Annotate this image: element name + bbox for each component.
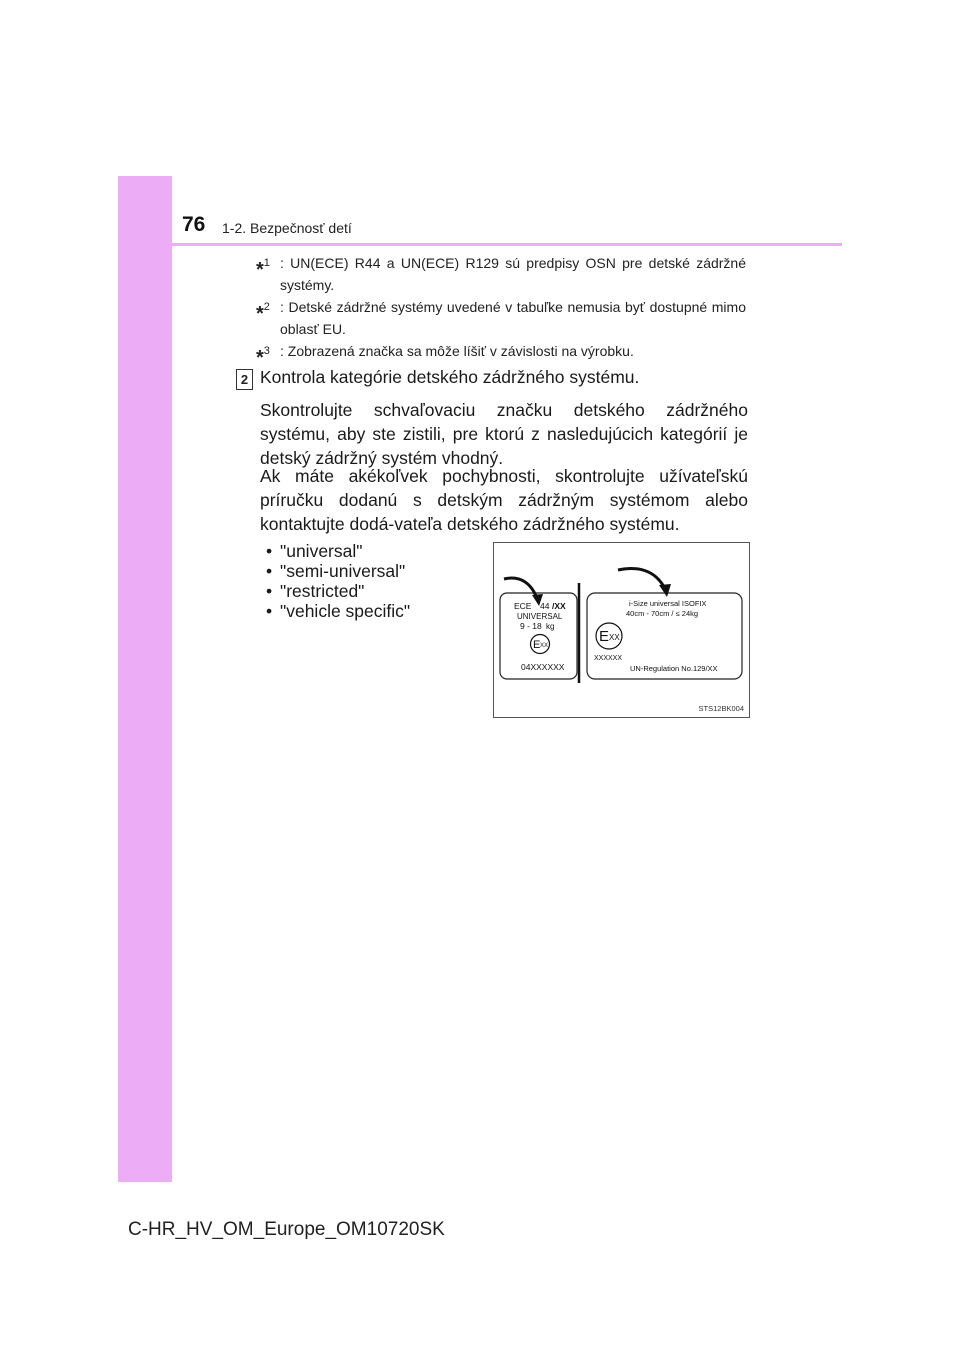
- r129-title: i-Size universal ISOFIX: [629, 599, 707, 608]
- header-divider: [172, 243, 842, 246]
- right-arrow-icon: [618, 569, 666, 591]
- footnote-1: [256, 252, 746, 296]
- r129-approval: XXXXXX: [594, 655, 623, 662]
- footnote-marker: *$^3$: [256, 345, 270, 369]
- chapter-sidebar-tab: [118, 176, 172, 1182]
- footnote-marker: *$^1$: [256, 257, 270, 281]
- footnote-text: : Detské zádržné systémy uvedené v tabuľke nemusia byť dostupné mimo oblasť EU.: [280, 299, 746, 337]
- r44-weight-unit: kg: [546, 622, 555, 631]
- step-heading: Kontrola kategórie detského zádržného systému.: [260, 367, 640, 387]
- r129-regulation: UN-Regulation No.129/XX: [630, 664, 718, 673]
- r44-e-mark: E: [533, 639, 541, 651]
- page-number: 76: [182, 213, 206, 236]
- r129-e-mark: E: [599, 628, 610, 645]
- r44-category: UNIVERSAL: [517, 612, 563, 621]
- r44-weight: 9 - 18: [520, 621, 542, 631]
- r44-ece: ECE: [514, 601, 532, 611]
- footnote-2: [256, 296, 746, 340]
- r44-approval: 04XXXXXX: [521, 662, 565, 672]
- list-item: • "restricted": [266, 581, 365, 601]
- step-number-box: 2: [236, 369, 253, 390]
- r44-e-mark-sub: XX: [540, 643, 549, 649]
- list-item: • "semi-universal": [266, 561, 406, 581]
- r44-reg: 44: [540, 601, 550, 611]
- category-list: [266, 541, 410, 621]
- footnote-text: : UN(ECE) R44 a UN(ECE) R129 sú predpisy OSN pre detské zádržné systémy.: [280, 255, 746, 293]
- footnote-marker: *$^2$: [256, 301, 270, 325]
- footnote-text: : Zobrazená značka sa môže líšiť v závislosti na výrobku.: [280, 343, 634, 359]
- r129-e-mark-sub: XX: [609, 633, 620, 642]
- list-item: • "vehicle specific": [266, 601, 411, 621]
- section-title: 1-2. Bezpečnosť detí: [222, 220, 352, 236]
- r44-suffix: /XX: [552, 601, 566, 611]
- approval-labels-illustration: [494, 543, 749, 717]
- figure-code: STS12BK004: [698, 704, 744, 713]
- footnote-3: [256, 340, 746, 369]
- approval-label-figure: [493, 542, 750, 718]
- document-id-footer: C-HR_HV_OM_Europe_OM10720SK: [128, 1219, 445, 1240]
- paragraph-doubts: Ak máte akékoľvek pochybnosti, skontrolujte užívateľskú príručku dodanú s detským zádržným systémom alebo kontaktujte dodá-vateľa detského zádržného systému.: [260, 466, 748, 534]
- paragraph-check-approval-mark: Skontrolujte schvaľovaciu značku detského zádržného systému, aby ste zistili, pre ktorú z nasledujúcich kategórií je detský zádržný systém vhodný.: [260, 400, 748, 468]
- r129-range: 40cm - 70cm / ≤ 24kg: [626, 609, 699, 618]
- list-item: • "universal": [266, 541, 363, 561]
